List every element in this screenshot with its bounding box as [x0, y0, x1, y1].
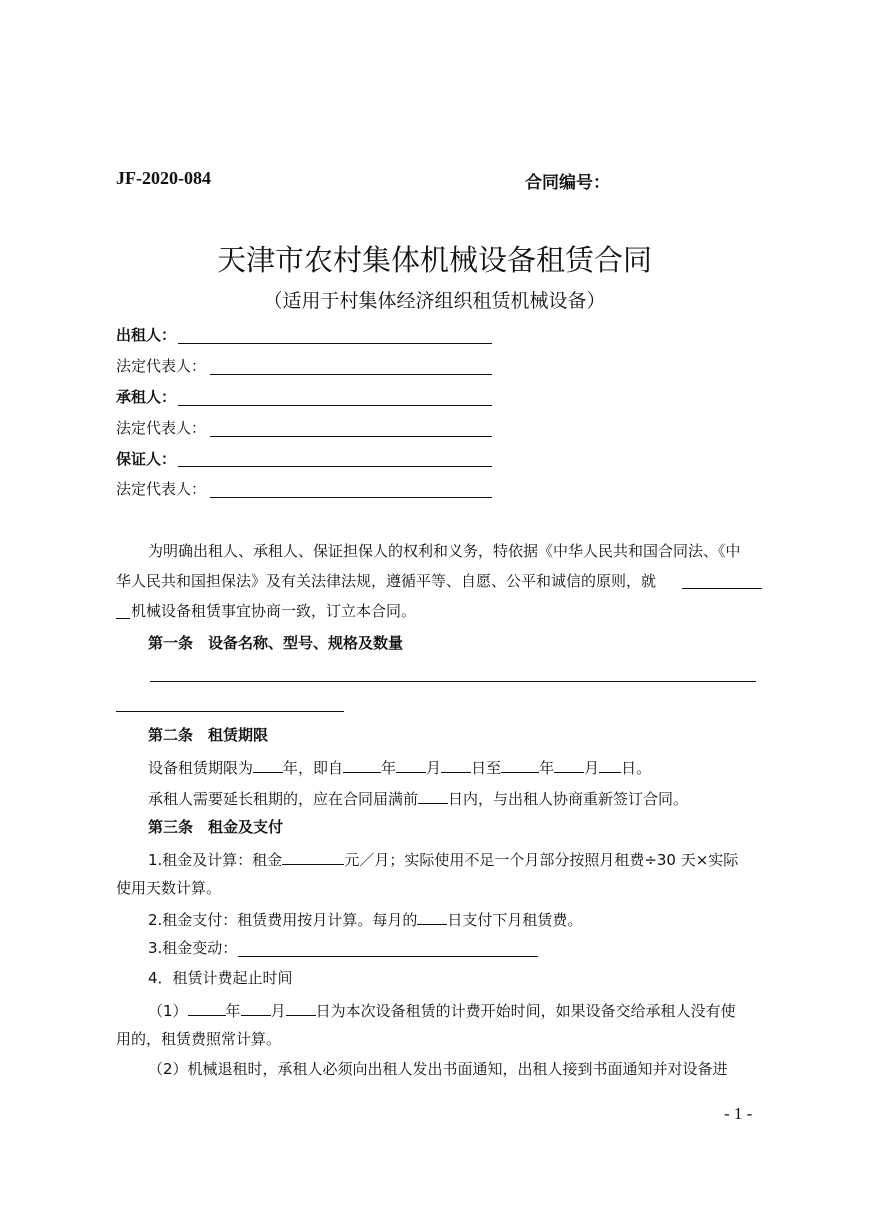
lessee-field[interactable]: [178, 405, 492, 406]
billing-start-text: 月: [270, 1002, 286, 1020]
end-day-blank[interactable]: [599, 755, 621, 773]
lease-term-text: 月: [584, 759, 600, 777]
end-month-blank[interactable]: [554, 755, 584, 773]
rent-calc-cont: 使用天数计算。: [116, 879, 222, 897]
guarantor-rep-label: 法定代表人：: [116, 480, 207, 498]
start-year-blank[interactable]: [343, 755, 381, 773]
rent-calc-text: 元／月；实际使用不足一个月部分按照月租费÷30 天×实际: [344, 851, 739, 869]
page-number: - 1 -: [724, 1104, 753, 1123]
start-month-blank[interactable]: [396, 755, 426, 773]
lease-term-text: 年: [539, 759, 555, 777]
rent-payment-text: 2.租金支付：租赁费用按月计算。每月的: [148, 911, 418, 929]
article-2-heading: 第二条 租赁期限: [148, 726, 269, 744]
document-subtitle: （适用于村集体经济组织租赁机械设备）: [263, 290, 606, 312]
billing-start-text: （1）: [148, 1002, 188, 1020]
extension-text: 承租人需要延长租期的，应在合同届满前: [148, 790, 419, 808]
rent-change-field[interactable]: [238, 956, 538, 957]
billing-start-line: [148, 998, 736, 1021]
article-3-heading: 第三条 租金及支付: [148, 818, 284, 836]
lease-term-text: 设备租赁期限为: [148, 759, 254, 777]
years-blank[interactable]: [253, 755, 283, 773]
lease-term-text: 日。: [621, 759, 652, 777]
lessee-label: 承租人：: [116, 388, 177, 406]
lease-term-text: 月: [426, 759, 442, 777]
lessee-rep-field[interactable]: [210, 436, 492, 437]
document-code: JF-2020-084: [116, 168, 211, 188]
lease-term-text: 年，即自: [283, 759, 344, 777]
contract-number-label: 合同编号：: [525, 173, 610, 193]
subject-field[interactable]: [682, 588, 762, 589]
guarantor-field[interactable]: [178, 466, 492, 467]
article-1-heading: 第一条 设备名称、型号、规格及数量: [148, 634, 404, 652]
billing-year-blank[interactable]: [188, 998, 226, 1016]
intro-line-1: 为明确出租人、承租人、保证担保人的权利和义务，特依据《中华人民共和国合同法、《中: [148, 542, 741, 560]
guarantor-rep-field[interactable]: [210, 497, 492, 498]
billing-period-heading: 4．租赁计费起止时间: [148, 969, 293, 987]
lessee-rep-label: 法定代表人：: [116, 419, 207, 437]
intro-line-2: 华人民共和国担保法》及有关法律法规，遵循平等、自愿、公平和诚信的原则，就: [116, 572, 657, 590]
guarantor-label: 保证人：: [116, 450, 177, 468]
payment-day-blank[interactable]: [417, 907, 447, 925]
equipment-field-line-2[interactable]: [116, 711, 344, 712]
billing-start-text: 日为本次设备租赁的计费开始时间，如果设备交给承租人没有使: [315, 1002, 736, 1020]
lessor-label: 出租人：: [116, 326, 177, 344]
rent-payment-text: 日支付下月租赁费。: [447, 911, 583, 929]
lease-term-text: 年: [381, 759, 397, 777]
end-year-blank[interactable]: [501, 755, 539, 773]
billing-month-blank[interactable]: [241, 998, 271, 1016]
lease-term-line: [148, 755, 651, 778]
billing-day-blank[interactable]: [286, 998, 316, 1016]
rent-change-label: 3.租金变动：: [148, 939, 238, 957]
rent-calc-text: 1.租金及计算：租金: [148, 851, 283, 869]
lessor-field[interactable]: [178, 343, 492, 344]
extension-days-blank[interactable]: [418, 786, 448, 804]
rent-payment-line: [148, 907, 582, 930]
lease-term-text: 日至: [471, 759, 502, 777]
return-notice-line: （2）机械退租时，承租人必须向出租人发出书面通知，出租人接到书面通知并对设备进: [148, 1060, 728, 1078]
lessor-rep-label: 法定代表人：: [116, 357, 207, 375]
lessor-rep-field[interactable]: [210, 374, 492, 375]
monthly-rent-blank[interactable]: [282, 847, 344, 865]
document-title: 天津市农村集体机械设备租赁合同: [216, 243, 652, 277]
equipment-field-line-1[interactable]: [150, 681, 756, 682]
billing-start-text: 年: [225, 1002, 241, 1020]
subject-field-cont[interactable]: [116, 618, 130, 619]
start-day-blank[interactable]: [441, 755, 471, 773]
rent-calc-line: [148, 847, 738, 870]
extension-text: 日内，与出租人协商重新签订合同。: [448, 790, 689, 808]
billing-start-cont: 用的，租赁费照常计算。: [116, 1030, 282, 1048]
extension-line: [148, 786, 688, 809]
intro-line-3: 机械设备租赁事宜协商一致，订立本合同。: [131, 602, 417, 620]
